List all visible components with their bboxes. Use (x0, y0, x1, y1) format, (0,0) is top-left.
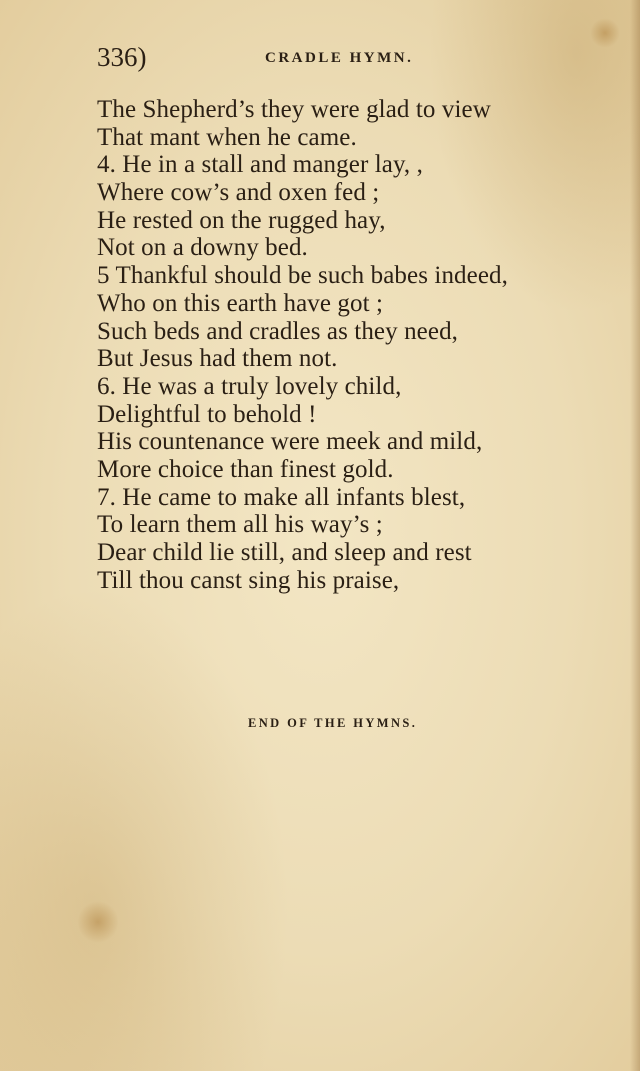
page-edge-shadow (630, 0, 640, 1071)
verse-line: To learn them all his way’s ; (97, 511, 383, 539)
verse-line: Delightful to behold ! (97, 400, 317, 428)
paper-stain (78, 900, 118, 944)
verse-line: Such beds and cradles as they need, (97, 317, 459, 345)
paper-stain (590, 18, 620, 48)
verse-line: More choice than finest gold. (97, 455, 394, 483)
running-head: CRADLE HYMN. (265, 50, 414, 66)
verse-line: 7. He came to make all infants blest, (97, 483, 466, 511)
verse-line: But Jesus had them not. (97, 345, 338, 373)
verse-line: The Shepherd’s they were glad to view (97, 96, 491, 123)
verse-line: He rested on the rugged hay, (97, 206, 386, 234)
verse-line: Till thou canst sing his praise, (97, 566, 400, 594)
verse-line: His countenance were meek and mild, (97, 428, 483, 456)
verse-line: Not on a downy bed. (97, 234, 308, 262)
verse-line: Who on this earth have got ; (97, 289, 384, 317)
end-of-hymns-note: END OF THE HYMNS. (248, 716, 418, 730)
verse-line: That mant when he came. (97, 123, 357, 151)
page-number: 336) (97, 42, 147, 72)
hymn-verses (97, 96, 627, 594)
verse-line: 5 Thankful should be such babes indeed, (97, 262, 508, 290)
verse-line: 4. He in a stall and manger lay, , (97, 151, 423, 179)
verse-line: Where cow’s and oxen fed ; (97, 179, 380, 207)
verse-line: Dear child lie still, and sleep and rest (97, 539, 472, 566)
page-header (97, 42, 477, 78)
verse-line: 6. He was a truly lovely child, (97, 372, 402, 400)
